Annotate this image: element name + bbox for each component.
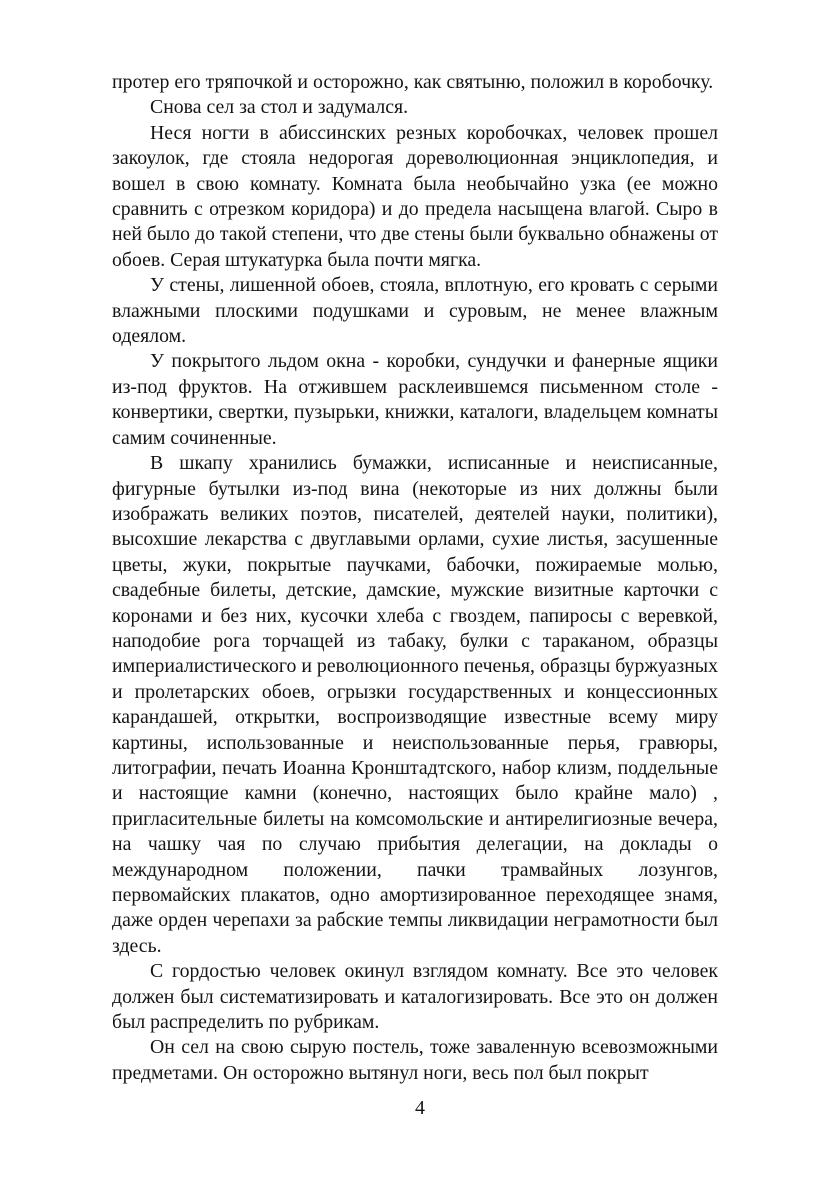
paragraph: У покрытого льдом окна - коробки, сундучки и фанерные ящики из-под фруктов. На отжившем расклеившемся письменном столе - конвертики, свертки, пузырьки, книжки, каталоги, владельцем комнаты самим сочиненные. — [112, 350, 718, 449]
page-number: 4 — [415, 1097, 425, 1119]
text-body — [112, 70, 718, 1086]
paragraph: У стены, лишенной обоев, стояла, вплотную, его кровать с серыми влажными плоскими подушками и суровым, не менее влажным одеялом. — [112, 274, 718, 348]
paragraph: Снова сел за стол и задумался. — [150, 96, 409, 119]
paragraph: С гордостью человек окинул взглядом комнату. Все это человек должен был систематизировать и каталогизировать. Все это он должен был распределить по рубрикам. — [112, 960, 718, 1034]
paragraph: В шкапу хранились бумажки, исписанные и неисписанные, фигурные бутылки из-под вина (некоторые из них должны были изображать великих поэтов, писателей, деятелей науки, политики), высохшие лекарства с двуглавыми орлами, сухие листья, засушенные цветы, жуки, покрытые паучками, бабочки, пожираемые молью, свадебные билеты, детские, дамские, мужские визитные карточки с коронами и без них, кусочки хлеба с гвоздем, папиросы с веревкой, наподобие рога торчащей из табаку, булки с тараканом, образцы империалистического и революционного печенья, образцы буржуазных и пролетарских обоев, огрызки государственных и концессионных карандашей, открытки, воспроизводящие известные всему миру картины, использованные и неиспользованные перья, гравюры, литографии, печать Иоанна Кронштадтского, набор клизм, поддельные и настоящие камни (конечно, настоящих было крайне мало) , пригласительные билеты на комсомольские и антирелигиозные вечера, на чашку чая по случаю прибытия делегации, на доклады о международном положении, пачки трамвайных лозунгов, первомайских плакатов, одно амортизированное переходящее знамя, даже орден черепахи за рабские темпы ликвидации неграмотности был здесь. — [112, 452, 718, 957]
paragraph: Неся ногти в абиссинских резных коробочках, человек прошел закоулок, где стояла недорогая дореволюционная энциклопедия, и вошел в свою комнату. Комната была необычайно узка (ее можно сравнить с отрезком коридора) и до предела насыщена влагой. Сыро в ней было до такой степени, что две стены были буквально обнажены от обоев. Серая штукатурка была почти мягка. — [112, 121, 718, 271]
paragraph-continuation: протер его тряпочкой и осторожно, как святыню, положил в коробочку. — [112, 71, 714, 93]
paragraph-last: Он сел на свою сырую постель, тоже заваленную всевозможными предметами. Он осторожно вытянул ноги, весь пол был покрыт — [112, 1036, 718, 1084]
